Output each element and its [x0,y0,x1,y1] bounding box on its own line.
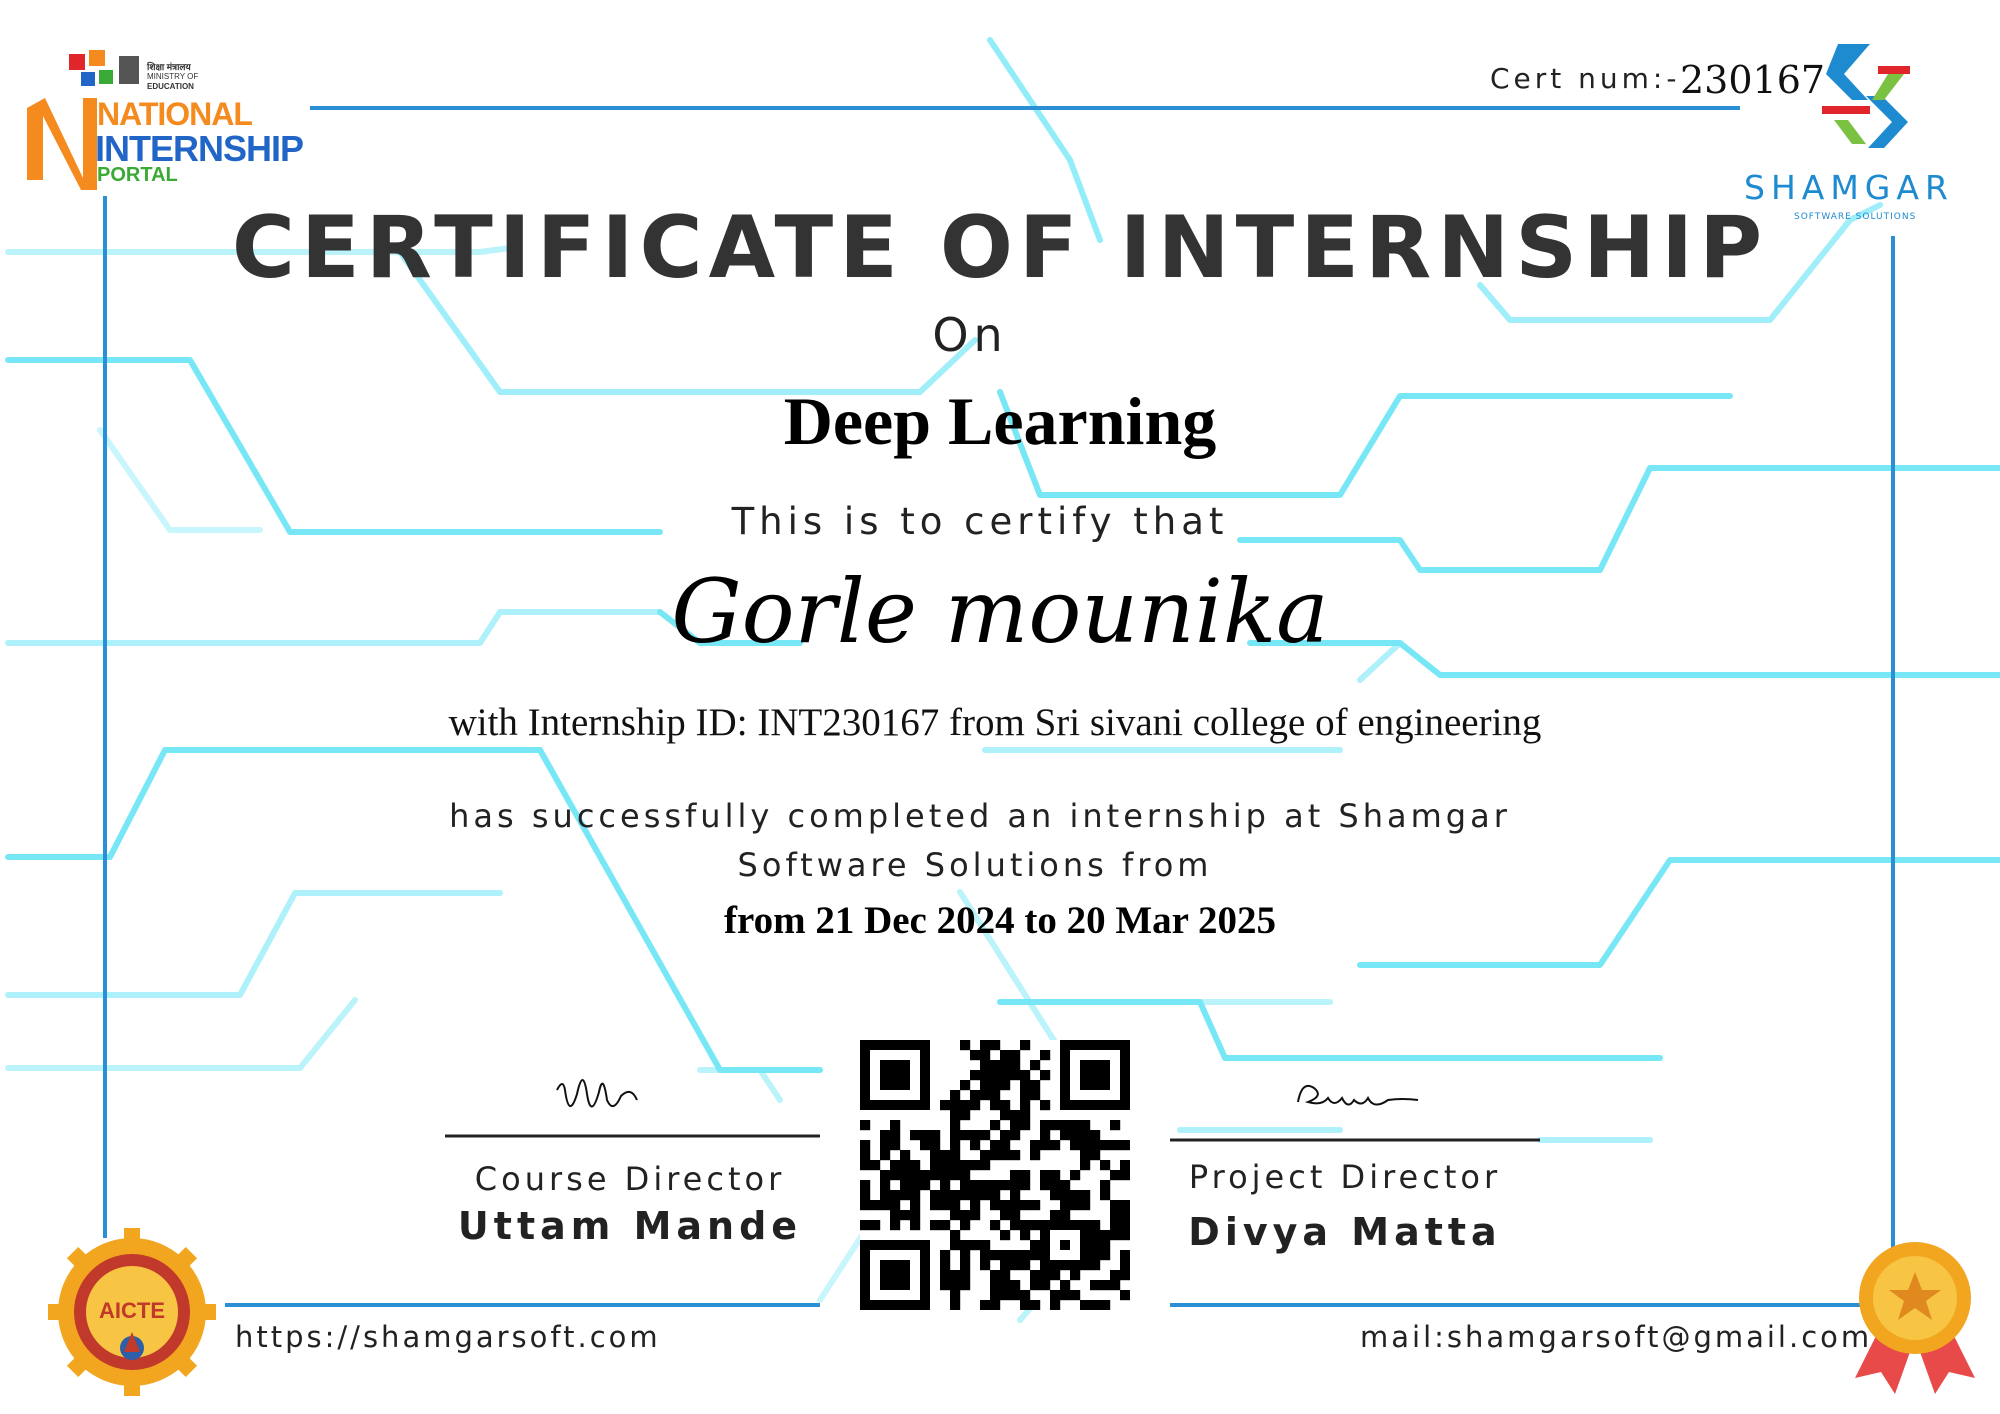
nip-line-portal: PORTAL [97,164,178,186]
nip-line-national: NATIONAL [97,96,252,132]
certificate-title: CERTIFICATE OF INTERNSHIP [231,198,1769,298]
shamgar-emblem-icon [1818,44,1918,152]
completion-text-line1: has successfully completed an internship at Shamgar [449,797,1511,835]
internship-dates: from 21 Dec 2024 to 20 Mar 2025 [723,899,1277,942]
email-link[interactable]: mail:shamgarsoft@gmail.com [1360,1320,1873,1354]
website-link[interactable]: https://shamgarsoft.com [235,1320,661,1354]
certificate-on-label: On [932,308,1008,362]
course-director-signature-block [440,1160,820,1248]
nip-line-internship: INTERNSHIP [95,128,304,169]
qr-code [860,1040,1130,1310]
national-internship-portal-logo [25,50,310,190]
nip-ministry-line2: EDUCATION [147,82,194,91]
cert-number-value: 230167 [1680,58,1826,102]
aicte-logo [48,1228,216,1396]
course-name: Deep Learning [783,383,1217,459]
cert-number-label: Cert num:- [1490,62,1681,95]
nip-ministry-hindi: शिक्षा मंत्रालय [147,62,191,72]
course-director-role: Course Director [474,1160,786,1198]
recipient-name: Gorle mounika [671,560,1329,663]
shamgar-tagline: SOFTWARE SOLUTIONS [1794,212,1917,222]
medal-icon [1845,1238,1985,1398]
course-director-name: Uttam Mande [457,1204,803,1248]
project-director-name: Divya Matta [1188,1210,1502,1254]
shamgar-name: SHAMGAR [1744,168,1954,207]
certify-text: This is to certify that [731,500,1229,543]
nip-ministry-line1: MINISTRY OF [147,72,199,81]
completion-text-line2: Software Solutions from [737,846,1213,884]
project-director-role: Project Director [1188,1158,1502,1196]
project-director-signature-block [1160,1158,1530,1254]
internship-id-line: with Internship ID: INT230167 from Sri sivani college of engineering [448,701,1542,744]
aicte-abbr: AICTE [99,1298,165,1323]
